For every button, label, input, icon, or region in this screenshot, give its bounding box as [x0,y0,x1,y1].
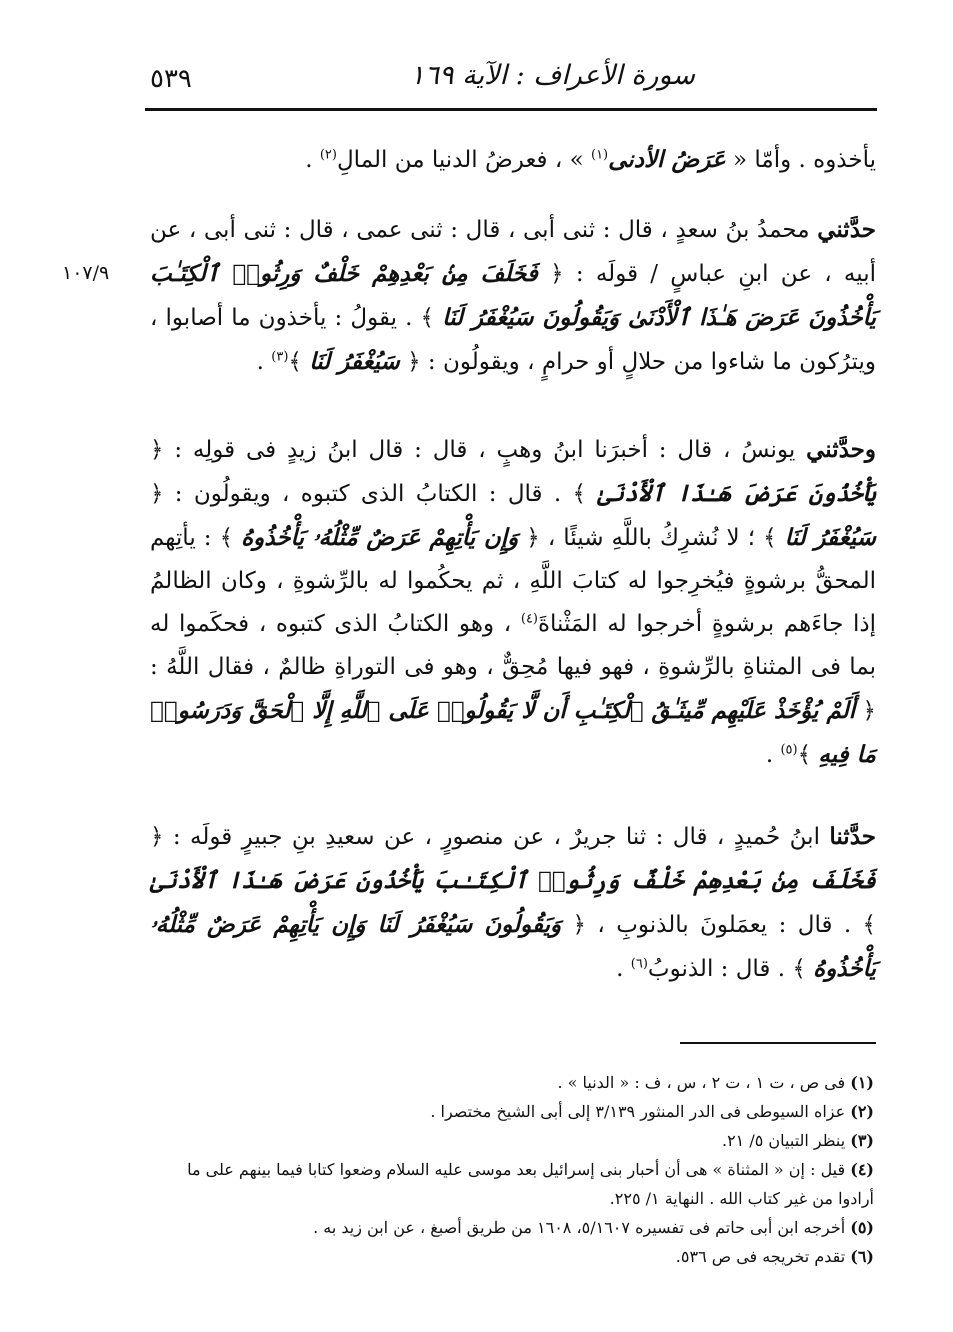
text-run: . [256,349,272,375]
narration-lead: حدَّثنا [829,823,876,850]
footnote-number: (٤) [850,1160,874,1179]
quran-quote: يَأْخُذُونَ عَرَضَ هَـٰذَا ٱلْأَدْنَىٰ [597,480,876,507]
narration-lead: وحدَّثني [806,436,876,463]
footnotes [150,1068,874,1271]
text-run: . [305,147,320,173]
text-run: . [765,742,781,768]
quran-quote: وَإِن يَأْتِهِمْ عَرَضٌ مِّثْلُهُۥ يَأْخُذُوهُ [241,524,519,551]
text-run: ﴾ . قال : الكتابُ الذى كتبوه ، ويقولُون : ﴿ [150,481,598,507]
quran-quote: فَخَلَفَ مِنۢ بَعْدِهِمْ خَلْفٌ وَرِثُوا۟ ٱلْكِتَـٰبَ يَأْخُذُونَ عَرَضَ هَـٰذَا ٱلْأَدْنَىٰ وَيَقُولُونَ سَيُغْفَرُ لَنَا [150,260,877,331]
margin-reference: ١٠٧/٩ [62,262,110,284]
text-run: يونسُ ، قال : أخبرَنا ابنُ وهبٍ ، قال : قال ابنُ زيدٍ فى قولِه : ﴿ [150,437,807,463]
footnote-item [150,1242,874,1271]
text-run: ﴾ : يأتِهم المحقُّ برشوةٍ فيُخرِجوا له كتابَ اللَّهِ ، ثم يحكُموا له بالرِّشوةِ ، وكان الظالمُ إذا جاءَهم برشوةٍ أخرجوا له المَثْناةَ [150,525,876,637]
footnote-text: أخرجه ابن أبى حاتم فى تفسيره ٥/١٦٠٧، ١٦٠٨ من طريق أصبغ ، عن ابن زيد به . [313,1218,851,1237]
text-run: ﴾ . قال : يعمَلونَ بالذنوبِ ، ﴿ [561,912,876,938]
quran-quote: فَخَلَفَ مِنۢ بَعْدِهِمْ خَلْفٌ وَرِثُوا۟ ٱلْكِتَـٰبَ يَأْخُذُونَ عَرَضَ هَـٰذَا ٱلْأَدْنَىٰ [150,867,876,894]
footnote-item [150,1126,874,1155]
paragraph-2 [150,208,876,384]
running-title: سورة الأعراف : الآية ١٦٩ [410,60,695,91]
paragraph-3 [150,428,876,777]
footnote-text: عزاه السيوطى فى الدر المنثور ٣/١٣٩ إلى أبى الشيخ مختصرا . [430,1102,851,1121]
footnote-number: (٣) [850,1131,874,1150]
text-run: ﴾ [288,349,310,375]
text-run: ﴾ [797,742,819,768]
text-run: ، وهو الكتابُ الذى كتبوه ، فحكَموا له بما فى المثناةِ بالرِّشوةِ ، فهو فيها مُحِقٌّ ، وهو فى التوراةِ ظالمٌ ، فقال اللَّهُ : ﴿ [150,611,876,724]
quran-quote: وَيَقُولُونَ سَيُغْفَرُ لَنَا وَإِن يَأْتِهِمْ عَرَضٌ مِّثْلُهُۥ يَأْخُذُوهُ [150,911,876,982]
footnote-item [150,1213,874,1242]
footnote-marker[interactable]: (٦) [630,956,648,972]
text-run: يأخذوه . وأمّا « [725,147,876,173]
text-run: محمدُ بنُ سعدٍ ، قال : ثنى أبى ، قال : ثنى عمى ، قال : ثنى أبى ، عن أبيه ، عن ابنِ عباسٍ / قولَه : ﴿ [150,217,876,287]
quran-quote: سَيُغْفَرُ لَنَا [784,524,876,551]
footnote-marker[interactable]: (٤) [520,611,538,627]
quran-quote: سَيُغْفَرُ لَنَا [309,348,400,375]
paragraph-4 [150,815,876,991]
text-run: . [616,956,631,982]
quran-quote: أَلَمْ يُؤْخَذْ عَلَيْهِم مِّيثَـٰقُ ٱلْكِتَـٰبِ أَن لَّا يَقُولُوا۟ عَلَى ٱللَّهِ إِلَّا ٱلْحَقَّ وَدَرَسُوا۟ مَا فِيهِ [150,697,876,768]
paragraph-1 [150,138,876,182]
footnote-text: فى ص ، ت ١ ، ت ٢ ، س ، ف : « الدنيا » . [557,1073,851,1092]
footnote-marker[interactable]: (٢) [319,147,337,163]
footnote-item [150,1155,874,1213]
footnote-number: (٥) [850,1218,874,1237]
text-run: ﴾ . يقولُ : يأخذون ما أصابوا ، ويترُكون ما شاءوا من حلالٍ أو حرامٍ ، ويقولُون : ﴿ [150,305,876,375]
text-run: ابنُ حُميدٍ ، قال : ثنا جريرٌ ، عن منصورٍ ، عن سعيدِ بنِ جبيرٍ قولَه : ﴿ [150,824,830,850]
quran-quote: عَرَضُ الأدنى [608,146,726,173]
footnote-number: (٦) [850,1247,874,1266]
text-run: ﴾ ؛ لا نُشرِكُ باللَّهِ شيئًا ، ﴿ [518,525,785,551]
footnote-text: قيل : إن « المثناة » هى أن أحبار بنى إسرائيل بعد موسى عليه السلام وضعوا كتابا فيما بينهم على ما أرادوا من غير كتاب الله . النهاية ١/ ٢٢٥. [187,1160,874,1208]
footnote-marker[interactable]: (٥) [780,742,798,758]
footnote-marker[interactable]: (١) [590,147,609,163]
header-rule [145,108,877,111]
footnote-marker[interactable]: (٣) [271,349,289,365]
page-number: ٥٣٩ [150,64,192,94]
footnote-number: (٢) [850,1102,874,1121]
footnote-separator [680,1042,876,1044]
footnote-item [150,1068,874,1097]
footnote-number: (١) [850,1073,874,1092]
footnote-text: ينظر التبيان ٥/ ٢١. [721,1131,851,1150]
text-run: ﴾ . قال : الذنوبُ [647,956,814,982]
text-run: » ، فعرضُ الدنيا من المالِ [336,147,591,173]
page-header [150,58,875,98]
footnote-item [150,1097,874,1126]
narration-lead: حدَّثني [817,216,876,243]
footnote-text: تقدم تخريجه فى ص ٥٣٦. [675,1247,851,1266]
